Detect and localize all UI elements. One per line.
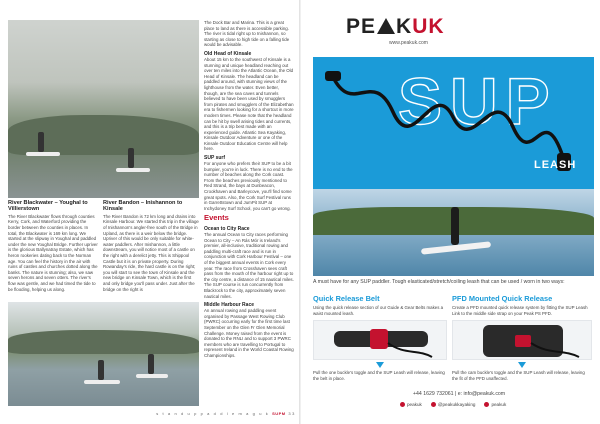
- feature-body-belt: Using the quick release section of our Guide & Gear Belts makes a waist mounted leash.: [313, 305, 444, 316]
- body-text: The River Blackwater flows through counties Kerry, Cork, and Waterford providing the border between the counties in places. In total, the Blackwater is 169 km long. We started at the slipway in Youghal and paddled under the new Youghal Bridge. Further upriver is the glorious Ballynatray Estate, which has heron rookeries dating back to the Norman age. You can feel the history in the air with ruins of castles and churches dotted along the banks. The nature is stunning; also, we saw seven herons and seven otters. The river's flow was gentle, and we had timed the tide to be flooding, helping us along.: [8, 213, 98, 292]
- social-label: peakuk: [491, 402, 507, 407]
- article-column-2: [103, 200, 199, 294]
- shoreline: [8, 330, 199, 354]
- paddleboard: [136, 374, 168, 378]
- section-heading: River Bandon – Inishannon to Kinsale: [103, 200, 183, 213]
- social-instagram[interactable]: [484, 402, 506, 407]
- body-text: The annual Ocean to City races performing Ocean to City – An Rás Mór is Ireland's premier, all-inclusive, traditional rowing and paddling multi-craft race and is run in conjunction with Cork Harbour Festival – one of the biggest annual events in Cork every year. The race from Crosshaven sees craft pass from the mouth of the harbour right up to the city centre, a distance of 15 nautical miles. The SUP course is run concurrently from Blackrock to the city, approximately seven nautical miles.: [204, 232, 294, 299]
- belt-illustration-icon: [314, 321, 447, 360]
- paddler-figure: [98, 360, 104, 380]
- body-text: The River Bandon is 72 km long and drains into Kinsale Harbour. We started this trip in the village of Inishannon's angler-free south of the Bridge in Upland, as there is a weir below the bridge. Upriver of this would be only suitable for white-water paddlers. After Inishannon, a little downstream, you will notice most of a castle on the right with a derelict jetty. This is Shippool Castle but it is on private property. During Rowanday's ride, the hard castle is on the right; you will start to see the town of Kinsale and the new bridge on Kinsale Town, which is the first and only bridge you'll pass under. Just after the bridge on the right is: [103, 213, 199, 292]
- body-text: An annual rowing and paddling event organised by Passage West Rowing Club (PWRC) occurring early for the first time last September on the Glen Fr Glen Memorial Challenge. Money raised from the event is donated to the RNLI and to support 3 PWRC members who are travelling to Portugal to represent Ireland in the World Coastal Rowing Championships.: [204, 308, 294, 358]
- social-label: peakuk: [407, 402, 422, 407]
- section-heading: Old Head of Kinsale: [204, 50, 252, 57]
- hero-banner: [313, 57, 594, 276]
- article-column-3: [204, 20, 294, 360]
- social-facebook[interactable]: [400, 402, 422, 407]
- photo-paddlers-bay: [8, 302, 199, 406]
- section-heading: River Blackwater – Youghal to Villierstown: [8, 200, 88, 213]
- logo-uk: UK: [412, 15, 445, 38]
- feature-title-belt: Quick Release Belt: [313, 294, 380, 303]
- photo-paddlers-river: [8, 20, 199, 198]
- paddler-figure: [128, 148, 134, 168]
- logo-pe: PE: [346, 15, 377, 38]
- social-label: @peakukkayaking: [437, 402, 476, 407]
- feature-image-belt: [313, 320, 447, 360]
- riverbank: [8, 115, 199, 155]
- hero-title: SUP: [398, 64, 558, 138]
- article-column-1: [8, 200, 98, 294]
- body-text: For anyone who prefers their SUP to be a bit bumpier, you're in luck. There is no end to the number of beaches along the Cork coast. From the beaches previously mentioned to Red Strand, the bays at Dunbeacon, Crookhaven and Barleycove, you'll find some great spots. Also, the Cork Surf Festival runs in Garrettstown and JumPit SUP at Inchydoney Surf School, you can't go wrong.: [204, 161, 293, 211]
- page-number: 33: [288, 411, 296, 416]
- events-heading: Events: [204, 213, 229, 223]
- paddler-figure: [38, 132, 44, 152]
- instagram-icon: [484, 402, 489, 407]
- paddleboard: [116, 168, 150, 172]
- logo-k: K: [396, 15, 413, 38]
- feature-body-pfd: Create a PFD mounted quick release system by fitting the SUP Leash Link to the middle side strap on your Peak PS PFD.: [452, 305, 588, 316]
- arrow-down-icon: [518, 362, 526, 368]
- body-text: The Dock Bar and Marina. This is a great place to land as there is accessible parking. The river is tidal right up to Inishannon, so starting as close to high tide on a falling tide would be advisable.: [204, 20, 290, 48]
- feature-image-pfd: [452, 320, 592, 360]
- twitter-icon: [431, 402, 436, 407]
- paddleboard: [26, 152, 60, 156]
- hero-subtitle: LEASH: [534, 159, 577, 171]
- feature-note-belt: Pull the one buckle's toggle and the SUP Leash will release, leaving the belt in place.: [313, 370, 445, 381]
- facebook-icon: [400, 402, 405, 407]
- logo-url: www.peakuk.com: [389, 40, 428, 46]
- section-heading: Ocean to City Race: [204, 226, 250, 232]
- footer-brand: SUPM: [272, 411, 286, 416]
- social-twitter[interactable]: [431, 402, 476, 407]
- body-text: About 15 km to the southwest of Kinsale is a stunning and unique headland reaching out over ten miles into the Atlantic Ocean, the Old Head of Kinsale. The headland can be paddled around, with stunning views of the lighthouse from the water. Even better, though, are the sea caves and tunnels believed to have been used by smugglers from pirates and smugglers of the Elizabethan era to fishermen looking for a shortcut in more modern times. Please note that the headland can be hit by swell arising tides and currents, and this is a trip best made with an experienced guide. Atlantic Sea Kayaking, Kinsale Outdoor Adventure or one of the Kinsale Outdoor Education Centre will help here.: [204, 56, 294, 152]
- pfd-illustration-icon: [453, 321, 592, 360]
- section-heading: SUP surf: [204, 155, 226, 162]
- product-caption: A must have for any SUP paddler. Tough elasticated/stretch/coiling leash that can be used / worn in two ways:: [313, 279, 565, 285]
- feature-title-pfd: PFD Mounted Quick Release: [452, 294, 553, 303]
- feature-note-pfd: Pull the cam buckle's toggle and the SUP Leash will release, leaving the fit of the PFD unaffected.: [452, 370, 585, 381]
- paddleboard: [84, 380, 120, 384]
- paddler-figure: [451, 207, 459, 245]
- social-links: [400, 402, 590, 407]
- mountain-icon: [377, 18, 395, 34]
- paddler-figure: [148, 354, 154, 374]
- contact-line: +44 1629 732061 | e: info@peakuk.com: [413, 391, 506, 397]
- arrow-down-icon: [376, 362, 384, 368]
- section-heading: Middle Harbour Race: [204, 302, 255, 309]
- page-footer: [150, 411, 296, 416]
- footer-tagline: s t a n d u p p a d d l e m a g u k: [156, 411, 270, 416]
